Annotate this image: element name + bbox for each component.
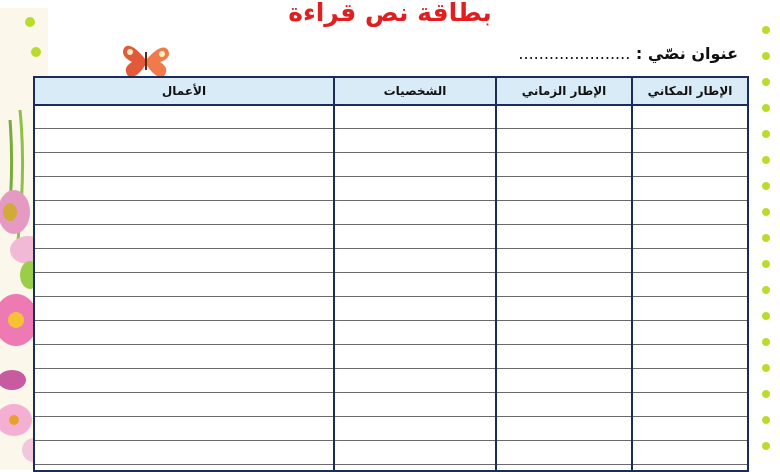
writing-area-time[interactable] xyxy=(496,105,632,471)
writing-area-actions[interactable] xyxy=(34,105,334,471)
header-actions: الأعمال xyxy=(34,77,334,105)
text-title-dots[interactable]: ...................... xyxy=(518,44,631,63)
dotted-border xyxy=(752,0,780,470)
writing-area-place[interactable] xyxy=(632,105,748,471)
reading-card-table xyxy=(33,76,749,472)
text-title-field[interactable] xyxy=(518,43,738,65)
text-title-label: عنوان نصّي : xyxy=(635,44,738,63)
card-title: بطاقة نص قراءة xyxy=(288,0,492,27)
header-place: الإطار المكاني xyxy=(632,77,748,105)
header-characters: الشخصيات xyxy=(334,77,496,105)
header-time: الإطار الزماني xyxy=(496,77,632,105)
butterfly-icon xyxy=(116,38,176,80)
writing-area-characters[interactable] xyxy=(334,105,496,471)
